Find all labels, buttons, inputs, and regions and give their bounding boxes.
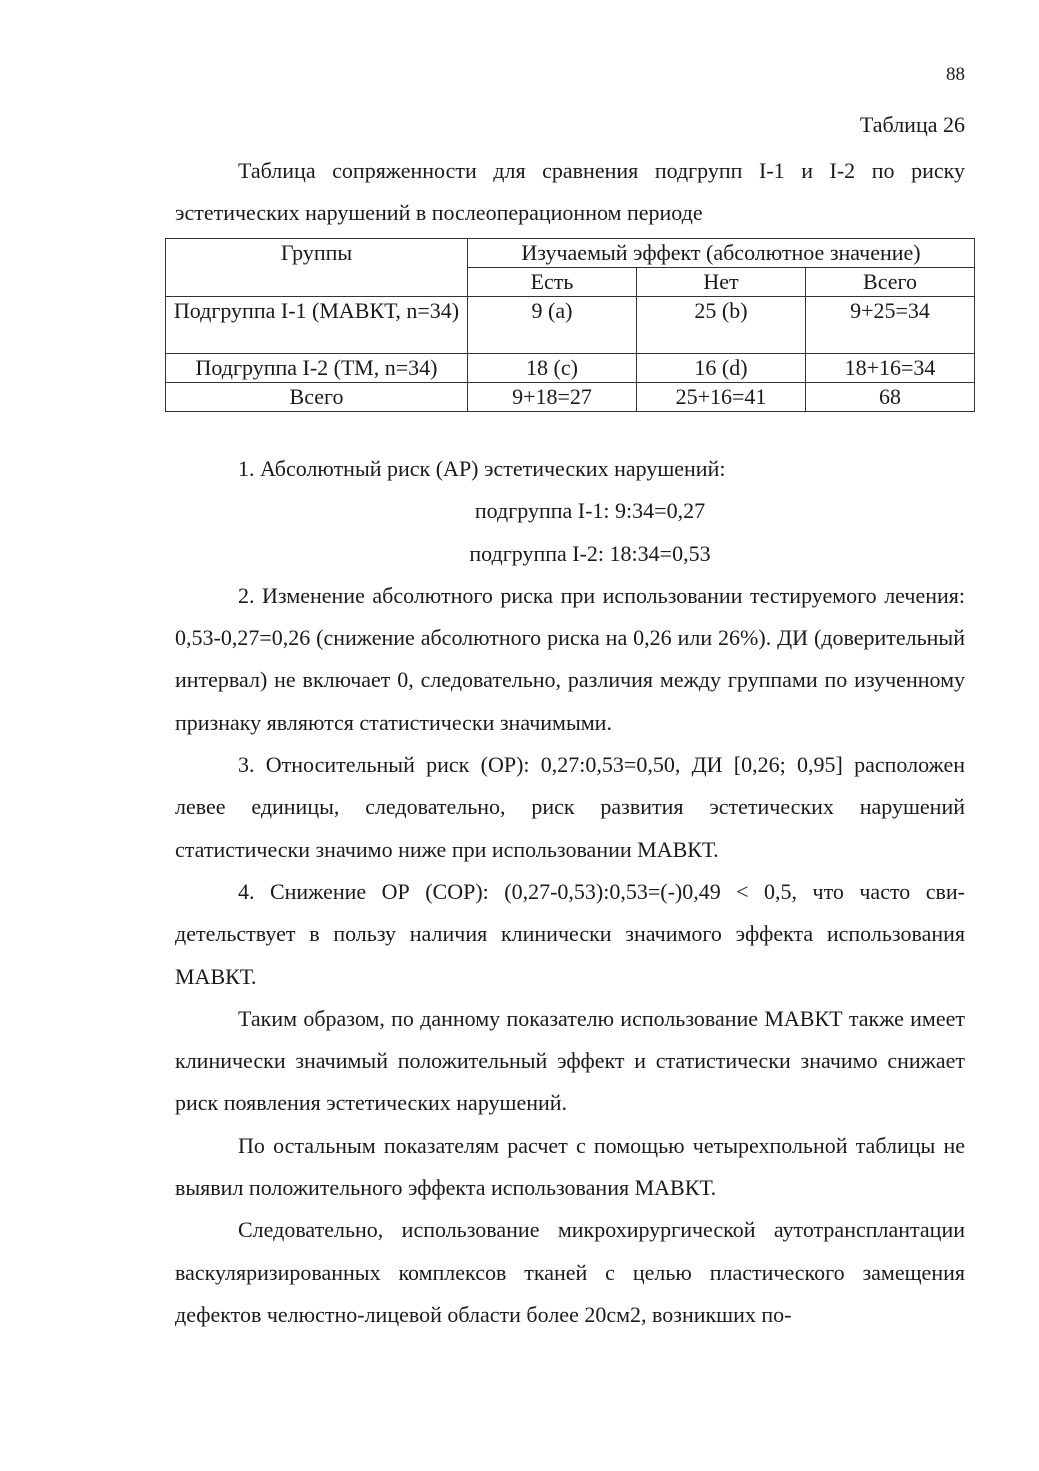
paragraph-rrr: 4. Снижение ОР (СОР): (0,27-0,53):0,53=(-)0,49 < 0,5, что часто свидетельствует в пользу наличия клинически значимого эффекта использования МАВКТ. (175, 878, 965, 989)
paragraph-conclusion: Таким образом, по данному показателю использование МАВКТ также имеет клинически значимый положительный эффект и статистически значимо снижает риск появления эстетических нарушений. (175, 1005, 965, 1116)
cell-group: Подгруппа I-1 (МАВКТ, n=34) (166, 297, 468, 354)
table-row (166, 297, 975, 354)
cell-no: 25 (b) (637, 297, 806, 354)
paragraph-risk-change: 2. Изменение абсолютного риска при использовании тестируемого лечения: 0,53-0,27=0,26 (снижение абсолютного риска на 0,26 или 26%). ДИ (доверительный интервал) не включает 0, следовательно, различия между группами по изученному признаку являются статистически значимыми. (175, 582, 965, 735)
contingency-table (165, 238, 975, 412)
header-groups: Группы (166, 239, 468, 297)
paragraph-relative-risk: 3. Относительный риск (ОР): 0,27:0,53=0,50, ДИ [0,26; 0,95] расположен левее единицы, следовательно, риск развития эстетических нарушений статистически значимо ниже при использовании МАВКТ. (175, 752, 965, 862)
formula-subgroup-2: подгруппа I-2: 18:34=0,53 (469, 540, 711, 566)
table-row (166, 383, 975, 412)
cell-no: 25+16=41 (637, 383, 806, 412)
cell-group: Подгруппа I-2 (ТМ, n=34) (166, 354, 468, 383)
paragraph-consequently: Следовательно, использование микрохирургической аутотрансплантации васкуляризированных комплексов тканей с целью пластического замещения дефектов челюстно-лицевой области более 20см2, возникших по- (175, 1217, 965, 1327)
cell-yes: 9+18=27 (468, 383, 637, 412)
cell-total: 18+16=34 (806, 354, 975, 383)
cell-no: 16 (d) (637, 354, 806, 383)
cell-yes: 18 (c) (468, 354, 637, 383)
header-effect: Изучаемый эффект (абсолютное значение) (468, 239, 975, 268)
body-text (175, 448, 965, 1336)
cell-total: 9+25=34 (806, 297, 975, 354)
page-number: 88 (946, 64, 965, 85)
table-header-row (166, 239, 975, 268)
formula-subgroup-1: подгруппа I-1: 9:34=0,27 (474, 498, 706, 524)
paragraph-absolute-risk: 1. Абсолютный риск (АР) эстетических нарушений: (238, 456, 726, 481)
table-label: Таблица 26 (859, 112, 965, 137)
subheader-total: Всего (806, 268, 975, 297)
cell-total: 68 (806, 383, 975, 412)
subheader-no: Нет (637, 268, 806, 297)
table-caption: Таблица сопряженности для сравнения подгрупп I-1 и I-2 по риску эстетических нарушений в послеоперационном периоде (175, 158, 965, 225)
cell-group: Всего (166, 383, 468, 412)
paragraph-other-indicators: По остальным показателям расчет с помощью четырехпольной таблицы не выявил положительного эффекта использования МАВКТ. (175, 1132, 965, 1201)
subheader-yes: Есть (468, 268, 637, 297)
table-row (166, 354, 975, 383)
cell-yes: 9 (a) (468, 297, 637, 354)
